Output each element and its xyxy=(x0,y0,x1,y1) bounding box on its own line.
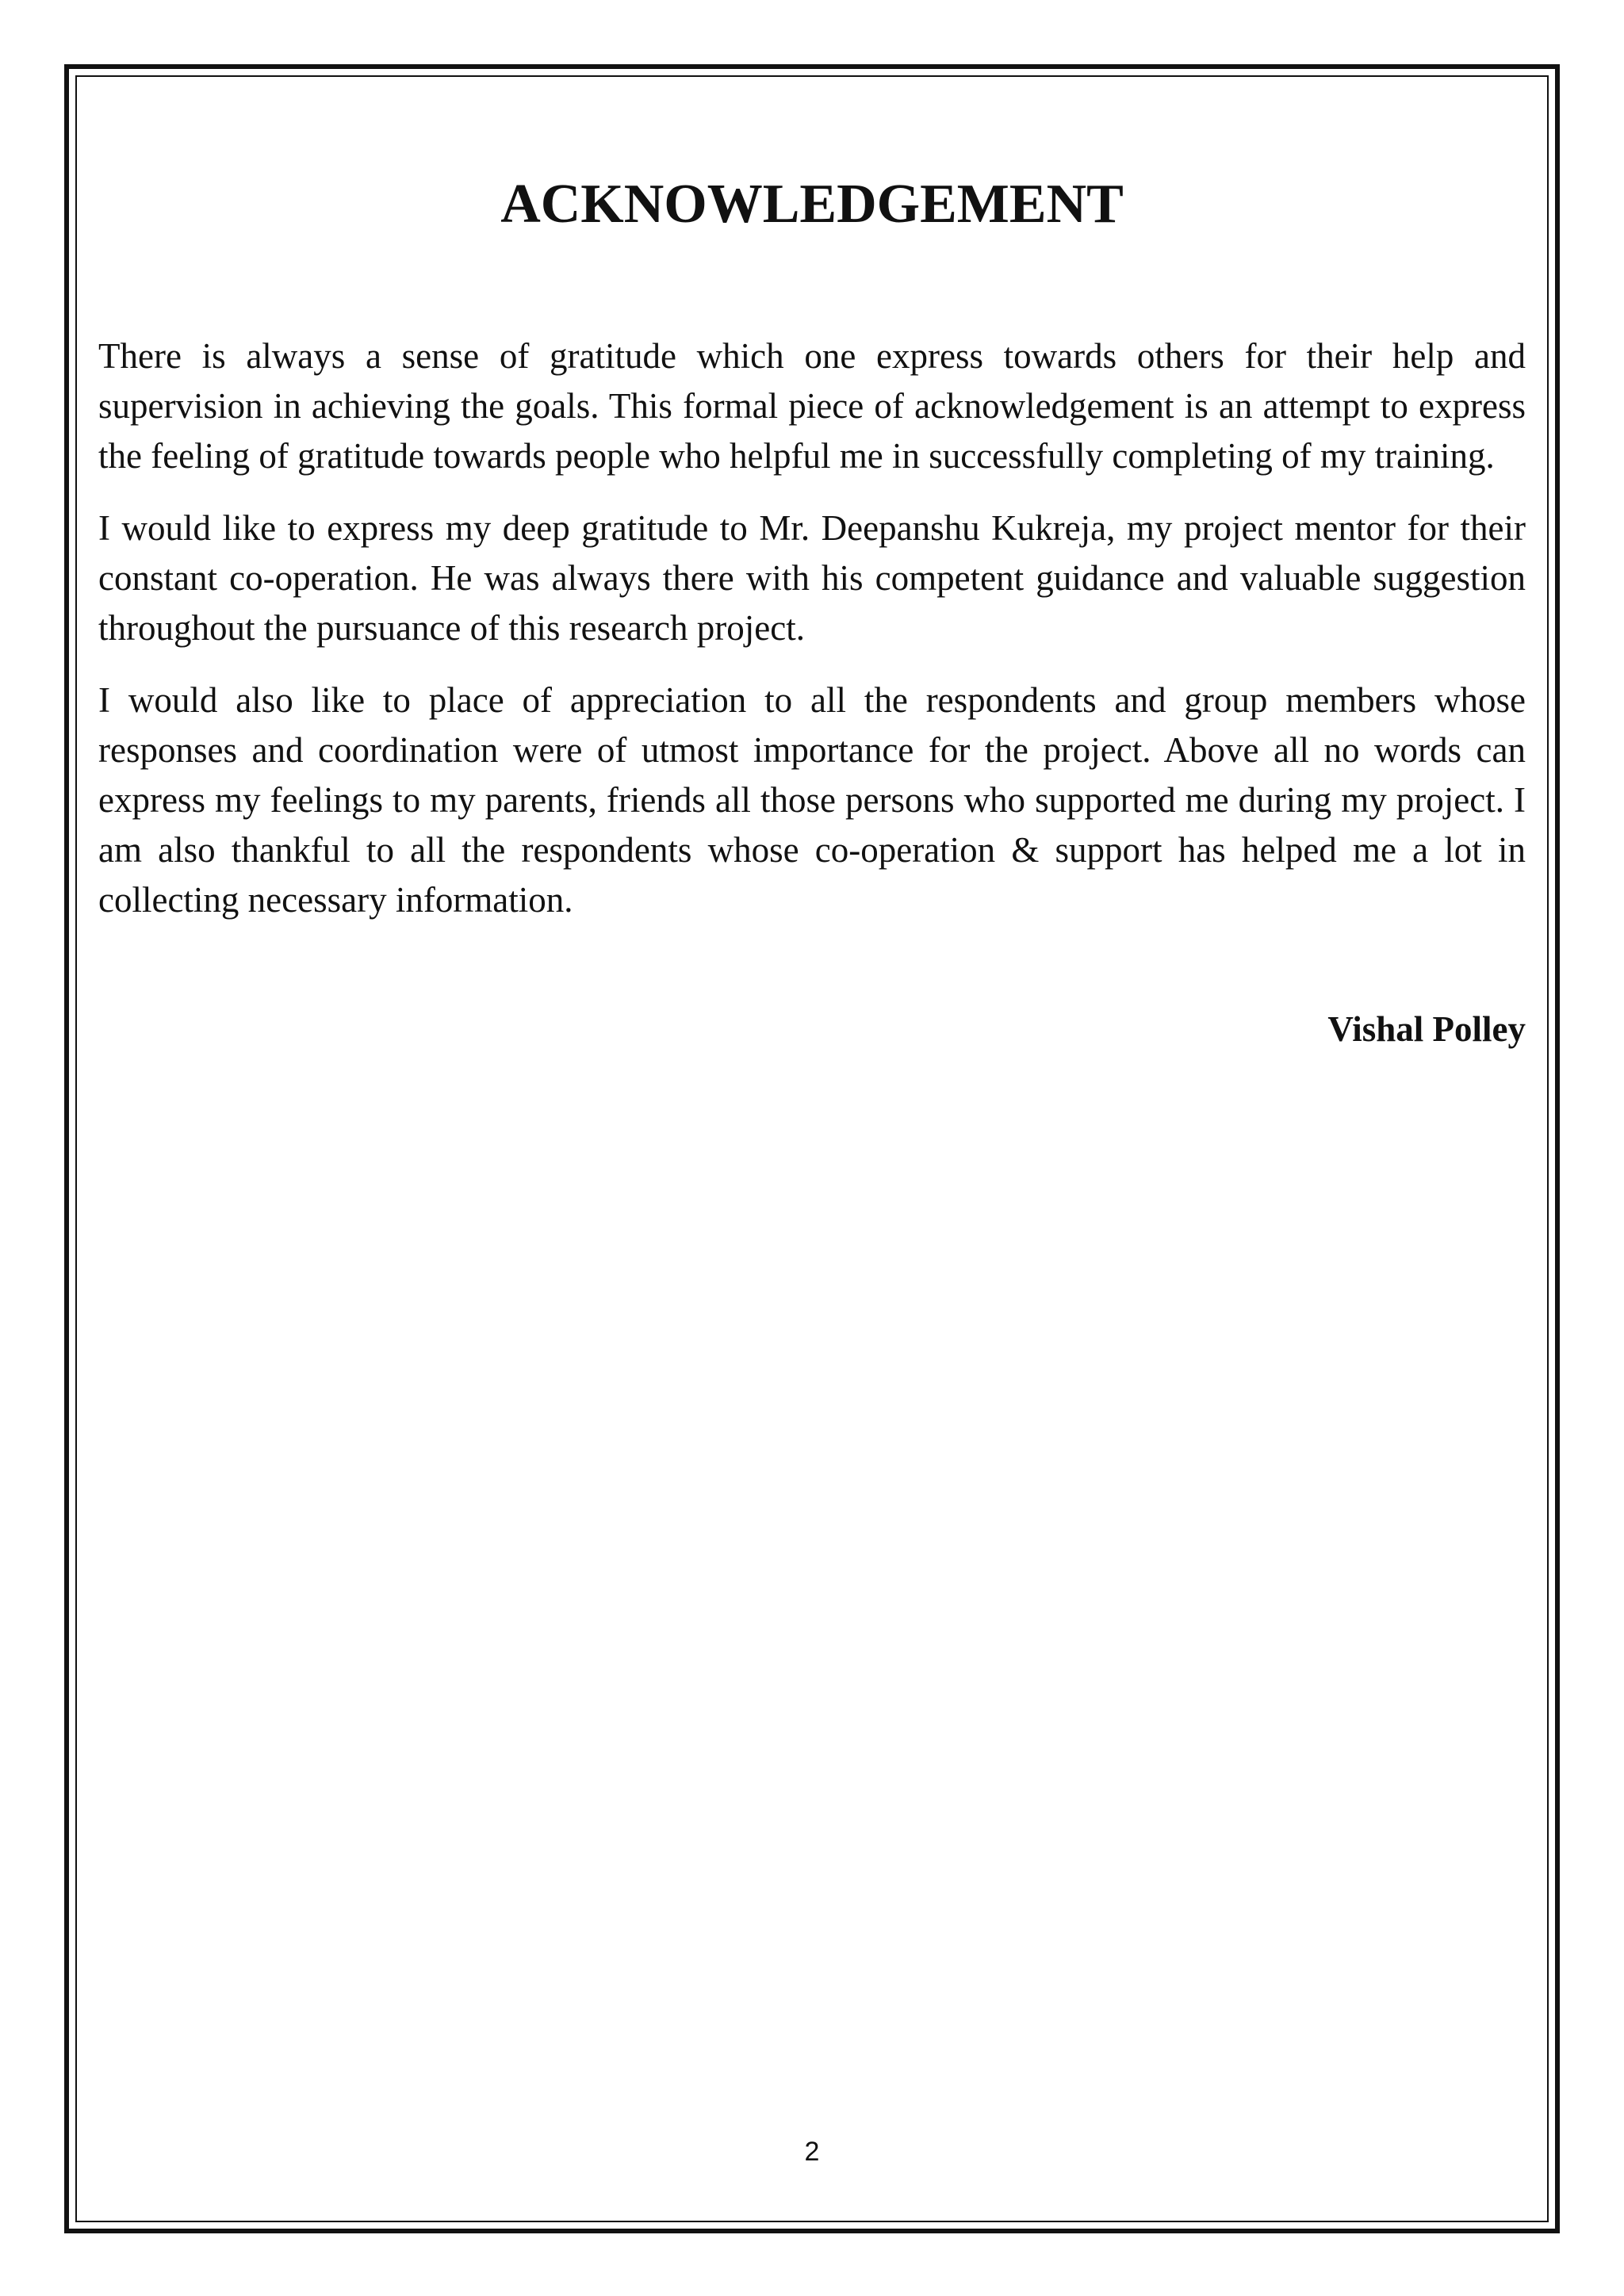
paragraph-1: There is always a sense of gratitude which one express towards others for their help and supervision in achieving the goals. This formal piece of acknowledgement is an attempt to express the feeling of gratitude towards people who helpful me in successfully completing of my training. xyxy=(98,336,1526,476)
page-title: ACKNOWLEDGEMENT xyxy=(500,174,1124,235)
page-number: 2 xyxy=(804,2137,820,2167)
paragraph-3: I would also like to place of appreciation to all the respondents and group members whose responses and coordination were of utmost importance for the project. Above all no words can express my feelings to my parents, friends all those persons who supported me during my project. I am also thankful to all the respondents whose co-operation & support has helped me a lot in collecting necessary information. xyxy=(98,680,1526,920)
acknowledgement-body xyxy=(98,331,1526,925)
author-signature: Vishal Polley xyxy=(1327,1009,1526,1049)
page-content xyxy=(98,166,1526,1054)
paragraph-2: I would like to express my deep gratitude to Mr. Deepanshu Kukreja, my project mentor for their constant co-operation. He was always there with his competent guidance and valuable suggestion throughout the pursuance of this research project. xyxy=(98,508,1526,648)
